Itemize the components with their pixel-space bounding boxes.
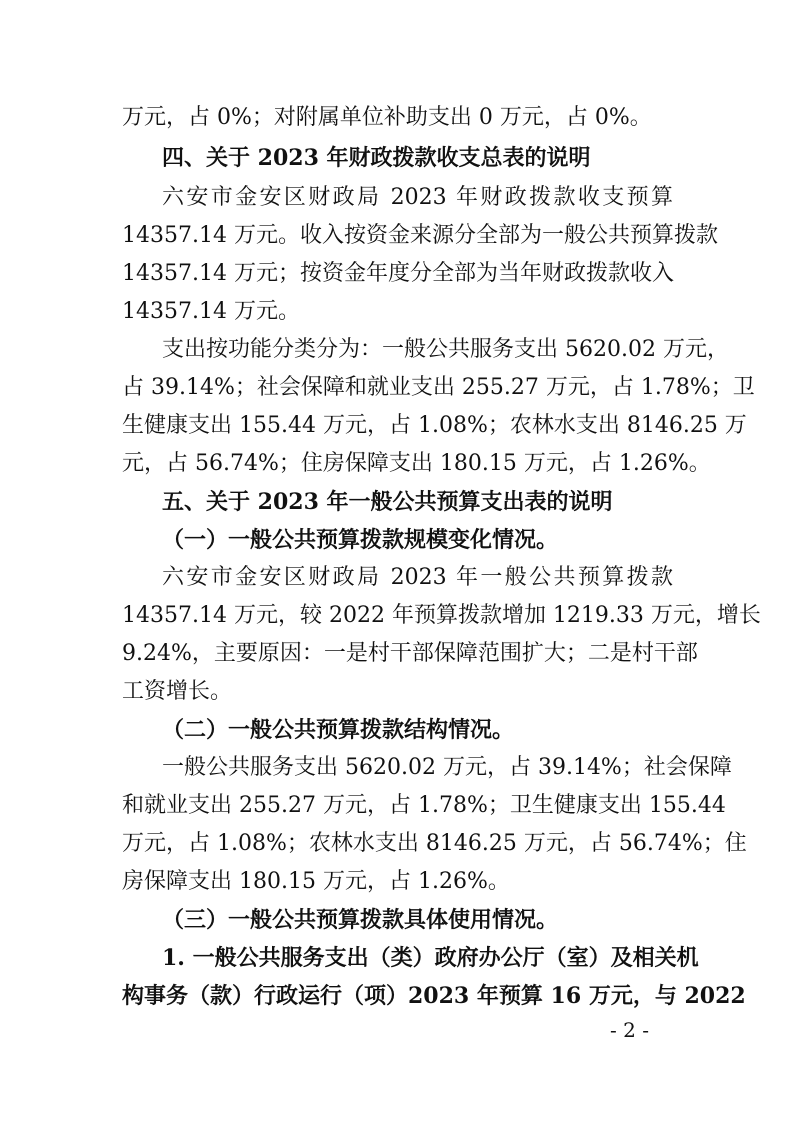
subsection-heading: （三）一般公共预算拨款具体使用情况。 (162, 907, 559, 933)
text-line: 14357.14 万元；按资金年度分全部为当年财政拨款收入 (122, 261, 674, 286)
text-line: 元，占 56.74%；住房保障支出 180.15 万元，占 1.26%。 (122, 451, 711, 476)
text-line: 一般公共服务支出 5620.02 万元，占 39.14%；社会保障 (162, 755, 732, 780)
text-line: 万元，占 1.08%；农林水支出 8146.25 万元，占 56.74%；住 (122, 831, 747, 856)
text-line: 占 39.14%；社会保障和就业支出 255.27 万元，占 1.78%；卫 (122, 375, 755, 400)
text-line: 和就业支出 255.27 万元，占 1.78%；卫生健康支出 155.44 (122, 793, 726, 818)
item-heading: 1. 一般公共服务支出（类）政府办公厅（室）及相关机 (162, 945, 699, 971)
text-line: 工资增长。 (122, 679, 233, 704)
text-line: 六安市金安区财政局 2023 年财政拨款收支预算 (162, 185, 673, 210)
text-line: 房保障支出 180.15 万元，占 1.26%。 (122, 869, 510, 894)
page-number: - 2 - (610, 1018, 649, 1042)
text-line: 六安市金安区财政局 2023 年一般公共预算拨款 (162, 565, 673, 590)
text-line: 14357.14 万元。 (122, 299, 300, 324)
section-heading: 四、关于 2023 年财政拨款收支总表的说明 (162, 145, 591, 171)
section-heading: 五、关于 2023 年一般公共预算支出表的说明 (162, 489, 613, 515)
text-line: 14357.14 万元，较 2022 年预算拨款增加 1219.33 万元，增长 (122, 603, 761, 628)
text-line: 14357.14 万元。收入按资金来源分全部为一般公共预算拨款 (122, 223, 718, 248)
subsection-heading: （一）一般公共预算拨款规模变化情况。 (162, 527, 559, 553)
subsection-heading: （二）一般公共预算拨款结构情况。 (162, 717, 515, 743)
text-line: 支出按功能分类分为：一般公共服务支出 5620.02 万元， (162, 337, 729, 362)
text-line: 9.24%，主要原因：一是村干部保障范围扩大；二是村干部 (122, 641, 698, 666)
text-line: 万元，占 0%；对附属单位补助支出 0 万元，占 0%。 (122, 105, 652, 130)
item-heading: 构事务（款）行政运行（项）2023 年预算 16 万元，与 2022 (122, 983, 746, 1009)
text-line: 生健康支出 155.44 万元，占 1.08%；农林水支出 8146.25 万 (122, 413, 747, 438)
